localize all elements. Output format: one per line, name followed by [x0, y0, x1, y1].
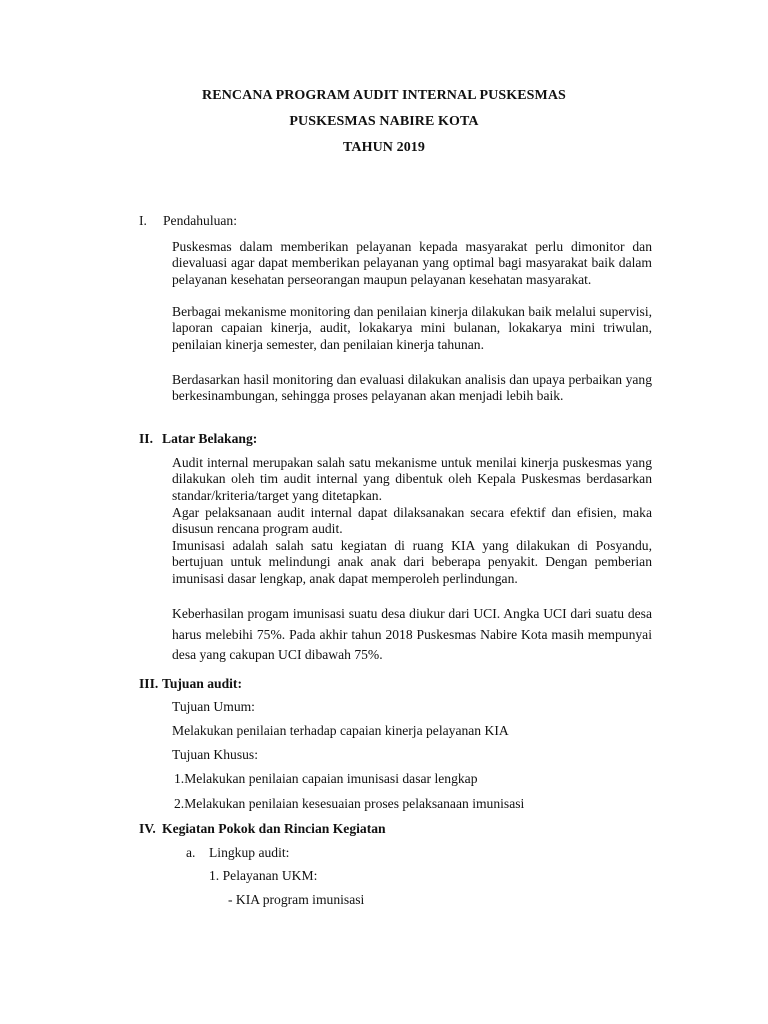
section-heading: Kegiatan Pokok dan Rincian Kegiatan — [162, 821, 386, 836]
section-number: III. — [139, 676, 159, 691]
text-line: Melakukan penilaian terhadap capaian kinerja pelayanan KIA — [172, 723, 509, 738]
list-item: 1. Pelayanan UKM: — [209, 868, 318, 883]
section-heading: Pendahuluan: — [163, 213, 237, 228]
subheading: Tujuan Khusus: — [172, 747, 258, 762]
paragraph: Berdasarkan hasil monitoring dan evaluasi dilakukan analisis dan upaya perbaikan yang berkesinambungan, sehingga proses pelayanan akan menjadi lebih baik. — [172, 372, 652, 404]
list-item: Lingkup audit: — [209, 845, 290, 860]
paragraph: Berbagai mekanisme monitoring dan penilaian kinerja dilakukan baik melalui supervisi, laporan capaian kinerja, audit, lokakarya mini bulanan, lokakarya mini triwulan, penilaian kinerja semester, dan penilaian kinerja tahunan. — [172, 304, 652, 352]
subheading: Tujuan Umum: — [172, 699, 255, 714]
list-item: 2.Melakukan penilaian kesesuaian proses pelaksanaan imunisasi — [174, 796, 525, 811]
paragraph: Agar pelaksanaan audit internal dapat dilaksanakan secara efektif dan efisien, maka disusun rencana program audit. — [172, 505, 652, 537]
document-year: TAHUN 2019 — [342, 140, 426, 155]
section-heading: Latar Belakang: — [162, 431, 258, 446]
list-item: - KIA program imunisasi — [228, 892, 365, 907]
section-number: IV. — [139, 821, 156, 836]
paragraph: Keberhasilan progam imunisasi suatu desa diukur dari UCI. Angka UCI dari suatu desa harus melebihi 75%. Pada akhir tahun 2018 Puskesmas Nabire Kota masih mempunyai desa yang cakupan UCI dibawah 75%. — [172, 606, 652, 662]
paragraph: Imunisasi adalah salah satu kegiatan di ruang KIA yang dilakukan di Posyandu, bertujuan untuk melindungi anak anak dari beberapa penyakit. Dengan pemberian imunisasi dasar lengkap, anak dapat memperoleh perlindungan. — [172, 538, 652, 586]
paragraph: Audit internal merupakan salah satu mekanisme untuk menilai kinerja puskesmas yang dilakukan oleh tim audit internal yang dibentuk oleh Kepala Puskesmas berdasarkan standar/kriteria/target yang ditetapkan. — [172, 455, 652, 503]
list-marker: a. — [186, 845, 196, 860]
section-number: II. — [139, 431, 153, 446]
document-subtitle: PUSKESMAS NABIRE KOTA — [289, 114, 479, 129]
section-number: I. — [139, 213, 147, 228]
section-heading: Tujuan audit: — [162, 676, 242, 691]
list-item: 1.Melakukan penilaian capaian imunisasi dasar lengkap — [174, 771, 478, 786]
document-title: RENCANA PROGRAM AUDIT INTERNAL PUSKESMAS — [202, 88, 566, 103]
paragraph: Puskesmas dalam memberikan pelayanan kepada masyarakat perlu dimonitor dan dievaluasi agar dapat memberikan pelayanan yang optimal bagi masyarakat baik dalam pelayanan kesehatan perseorangan maupun pelayanan kesehatan masyarakat. — [172, 239, 652, 287]
